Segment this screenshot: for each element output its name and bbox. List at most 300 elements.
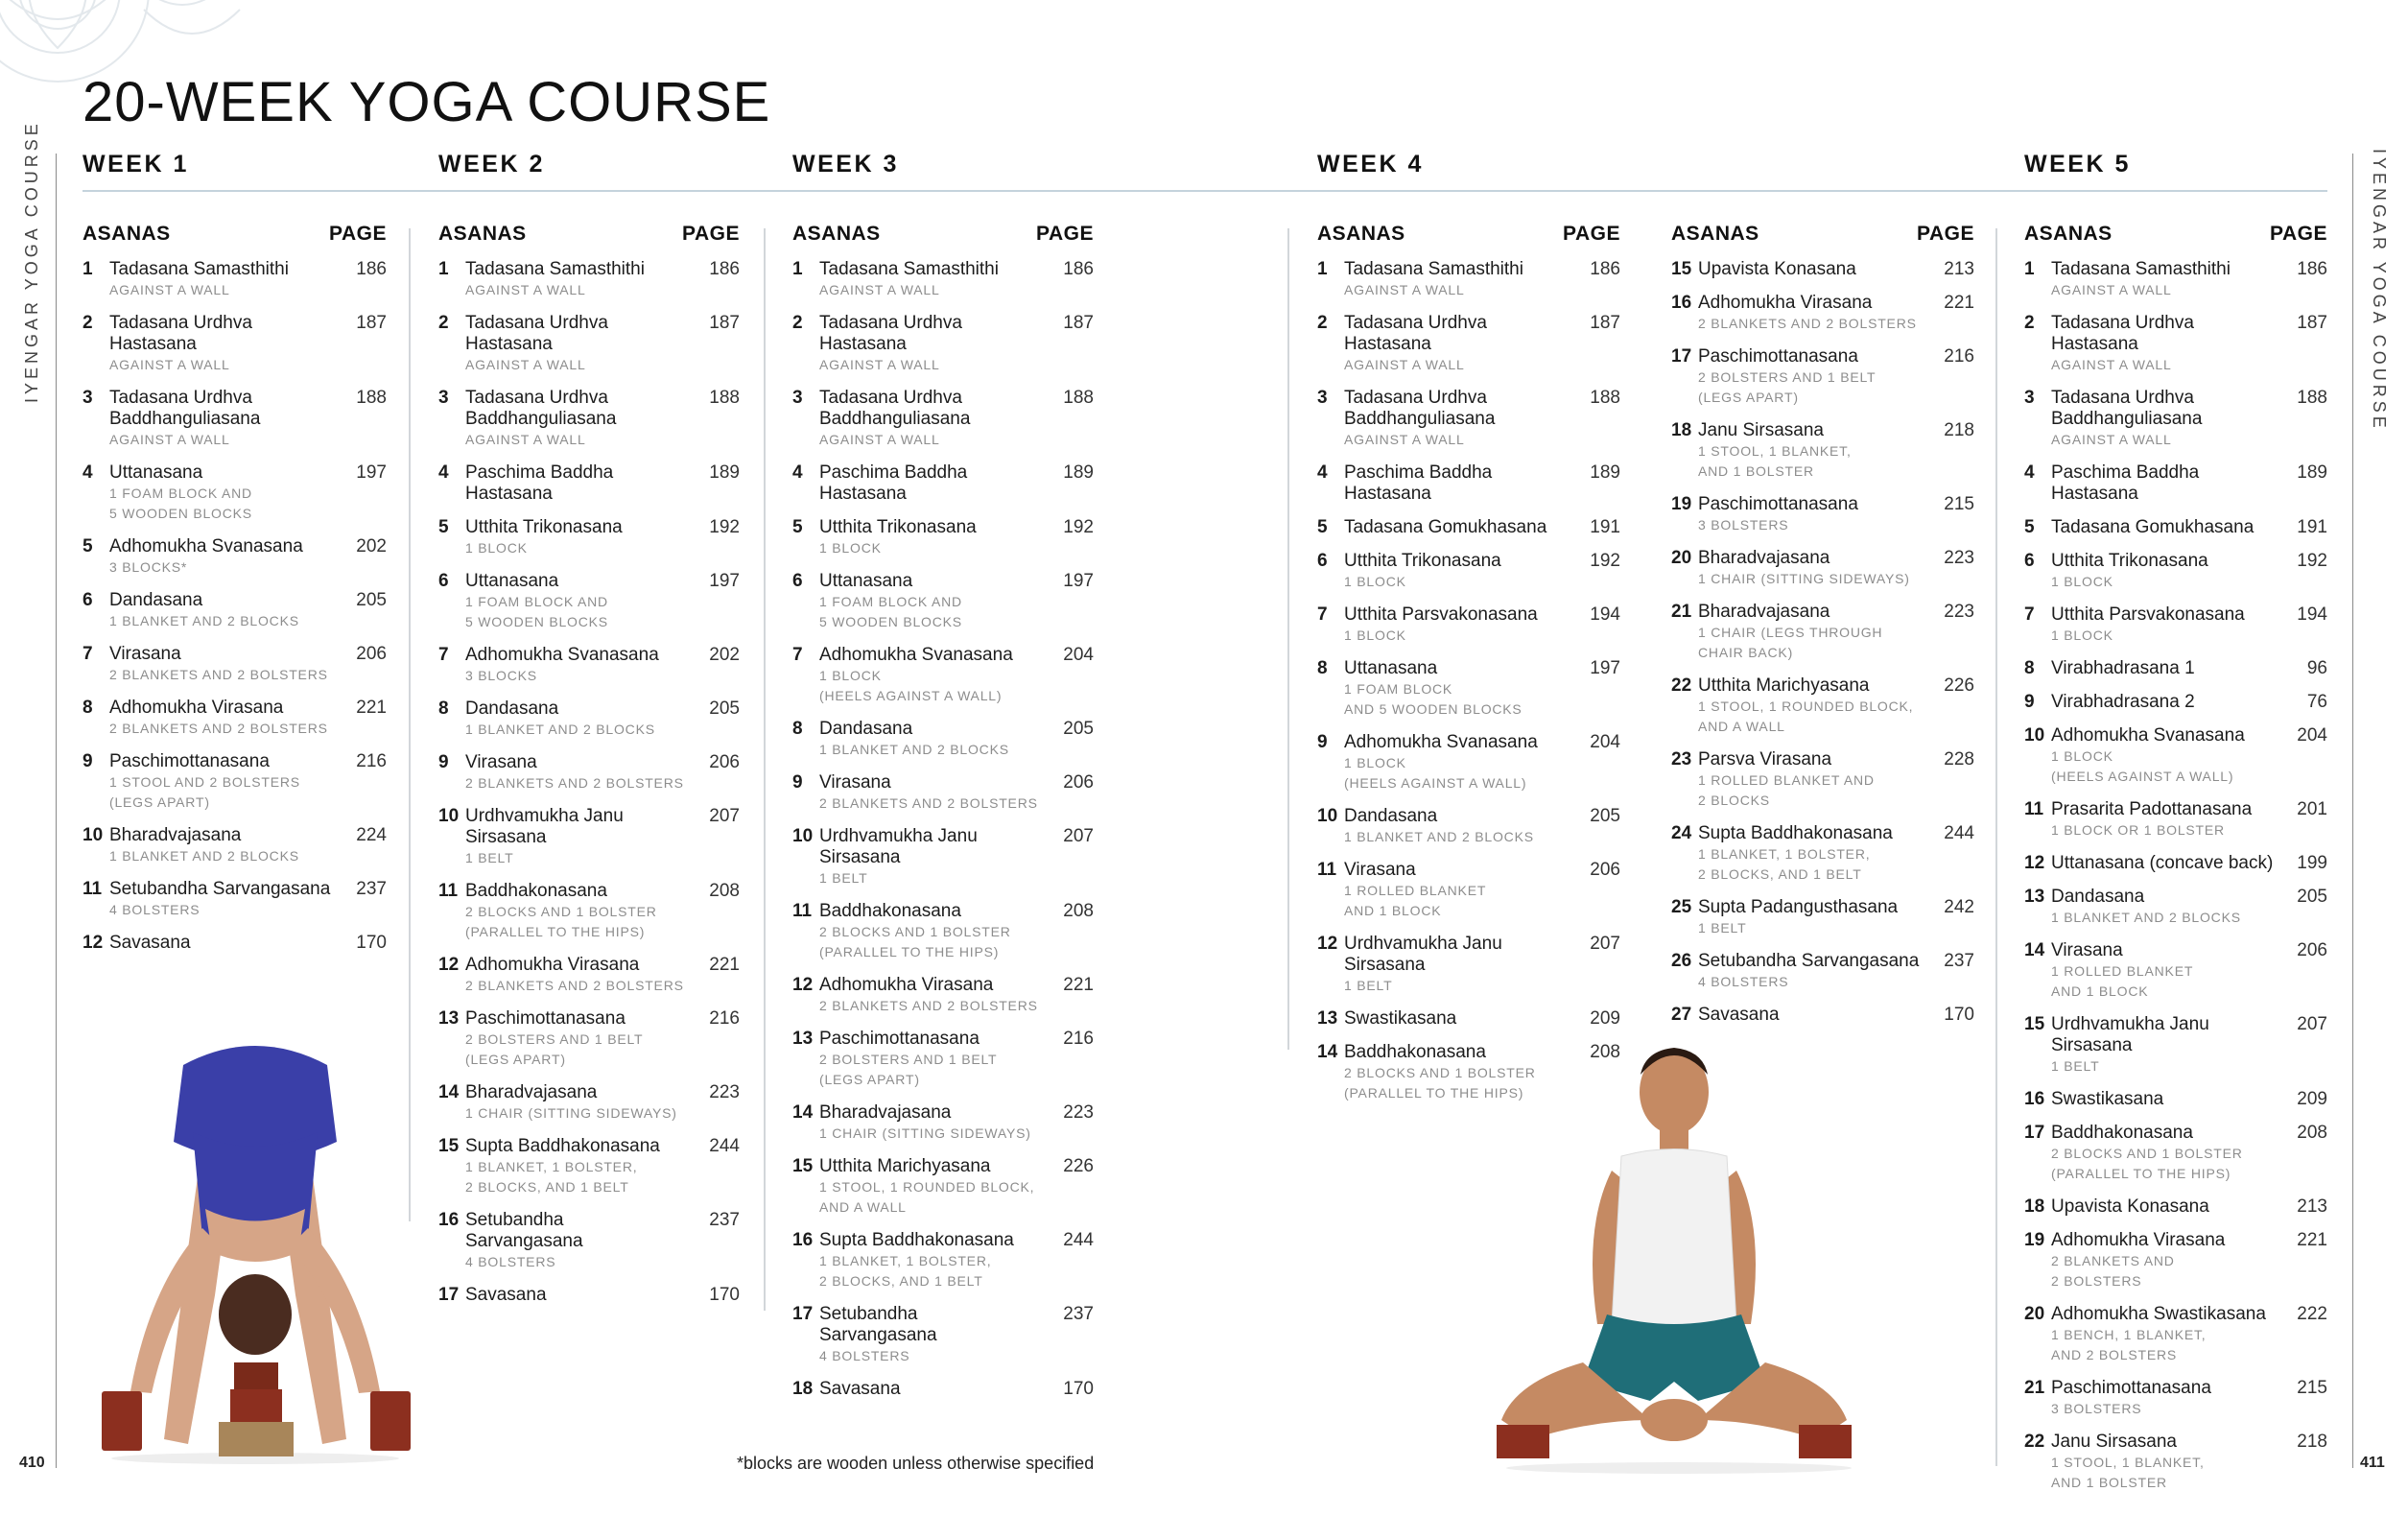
asana-name: Savasana [109, 933, 191, 953]
asana-row [1671, 420, 1974, 482]
asanas-heading: ASANAS [438, 223, 527, 245]
asana-row [438, 752, 740, 793]
asana-name: Setubandha Sarvangasana [465, 1210, 583, 1251]
asana-row [438, 259, 740, 300]
asana-row [1317, 604, 1620, 646]
asana-number: 5 [438, 517, 449, 537]
asana-row [2024, 692, 2327, 713]
asana-props-note: 2 BLANKETS AND 2 BOLSTERS [465, 775, 684, 791]
asana-row [1317, 732, 1620, 793]
asana-page: 216 [356, 751, 387, 771]
asana-props-note: AGAINST A WALL [109, 282, 230, 297]
asana-row [438, 1210, 740, 1272]
asana-name: Dandasana [2051, 887, 2145, 907]
asana-name: Baddhakonasana [465, 881, 607, 901]
asana-page: 206 [356, 644, 387, 664]
asana-name: Dandasana [819, 719, 913, 739]
asana-props-note: AGAINST A WALL [465, 432, 586, 447]
column-divider [764, 228, 766, 1311]
asana-page: 213 [1944, 259, 1974, 279]
asana-page: 192 [1590, 551, 1620, 571]
asana-props-note: 2 BLANKETS AND 2 BOLSTERS [819, 795, 1038, 811]
asana-page: 192 [1063, 517, 1094, 537]
asana-props-note: AGAINST A WALL [109, 357, 230, 372]
asana-row [438, 955, 740, 996]
asana-row [2024, 725, 2327, 787]
asana-name: Paschima Baddha Hastasana [465, 462, 614, 504]
asana-number: 19 [1671, 494, 1692, 514]
asana-page: 208 [709, 881, 740, 901]
asana-name: Tadasana Samasthithi [109, 259, 289, 279]
asana-row [792, 1230, 1094, 1291]
asana-name: Tadasana Urdhva Baddhanguliasana [465, 388, 617, 429]
asana-row [438, 517, 740, 558]
asana-row [2024, 940, 2327, 1002]
asana-name: Tadasana Gomukhasana [1344, 517, 1547, 537]
asana-name: Adhomukha Virasana [465, 955, 640, 975]
asana-row [2024, 1196, 2327, 1218]
asana-number: 26 [1671, 951, 1692, 971]
asana-row [2024, 1089, 2327, 1110]
asana-row [1317, 860, 1620, 921]
asana-number: 1 [438, 259, 449, 279]
asana-number: 16 [1671, 293, 1692, 313]
asana-number: 10 [83, 825, 104, 845]
asana-number: 24 [1671, 823, 1692, 843]
asana-name: Paschimottanasana [465, 1008, 626, 1029]
asana-number: 3 [2024, 388, 2035, 408]
asana-name: Uttanasana (concave back) [2051, 853, 2274, 873]
asana-number: 4 [438, 462, 449, 483]
asana-name: Adhomukha Virasana [109, 698, 284, 718]
asana-page: 215 [2297, 1378, 2327, 1398]
asana-name: Virasana [819, 772, 891, 793]
asana-name: Janu Sirsasana [2051, 1432, 2177, 1452]
asana-page: 188 [709, 388, 740, 408]
asana-number: 6 [792, 571, 803, 591]
asana-name: Virasana [2051, 940, 2123, 960]
asana-row [1317, 259, 1620, 300]
side-label-left: IYENGAR YOGA COURSE [22, 120, 41, 403]
asana-number: 9 [1317, 732, 1328, 752]
asana-number: 7 [438, 645, 449, 665]
asana-row [83, 313, 387, 375]
asana-row [438, 1082, 740, 1124]
asana-page: 197 [1590, 658, 1620, 678]
asana-props-note: 2 BLANKETS AND 2 BOLSTERS [2051, 1253, 2175, 1289]
asana-page: 202 [356, 536, 387, 556]
asana-number: 1 [2024, 259, 2035, 279]
asana-page: 197 [1063, 571, 1094, 591]
asana-page: 187 [2297, 313, 2327, 333]
asana-name: Utthita Marichyasana [819, 1156, 991, 1176]
asana-row [792, 1304, 1094, 1366]
asana-name: Adhomukha Svanasana [819, 645, 1013, 665]
asana-number: 16 [2024, 1089, 2045, 1109]
week-5-column [2024, 223, 2327, 1505]
asana-name: Tadasana Urdhva Hastasana [2051, 313, 2194, 354]
column-header [792, 223, 1094, 259]
asana-number: 7 [792, 645, 803, 665]
asana-row [83, 698, 387, 739]
asana-row [2024, 1378, 2327, 1419]
asana-number: 18 [2024, 1196, 2045, 1217]
asana-page: 244 [1063, 1230, 1094, 1250]
asana-row [2024, 1123, 2327, 1184]
asana-number: 6 [2024, 551, 2035, 571]
asana-name: Bharadvajasana [109, 825, 242, 845]
asana-page: 192 [2297, 551, 2327, 571]
asana-name: Swastikasana [2051, 1089, 2164, 1109]
asana-number: 4 [2024, 462, 2035, 483]
asana-page: 207 [1590, 934, 1620, 954]
column-header [1317, 223, 1620, 259]
asana-page: 207 [1063, 826, 1094, 846]
asana-number: 14 [792, 1102, 814, 1123]
column-divider [1995, 228, 1997, 1466]
asana-row [2024, 313, 2327, 375]
asana-page: 228 [1944, 749, 1974, 770]
asana-number: 4 [1317, 462, 1328, 483]
asana-row [2024, 853, 2327, 874]
asana-props-note: 1 STOOL, 1 ROUNDED BLOCK, AND A WALL [1698, 698, 1914, 734]
asana-props-note: AGAINST A WALL [819, 432, 940, 447]
asana-props-note: 1 BLANKET, 1 BOLSTER, 2 BLOCKS, AND 1 BELT [1698, 846, 1871, 882]
asana-page: 216 [1944, 346, 1974, 367]
asana-name: Utthita Trikonasana [1344, 551, 1501, 571]
asana-number: 13 [1317, 1008, 1338, 1029]
asana-page: 189 [2297, 462, 2327, 483]
asana-row [1671, 749, 1974, 811]
asana-number: 4 [83, 462, 93, 483]
asana-row [792, 772, 1094, 814]
asana-row [83, 590, 387, 631]
page-title: 20-WEEK YOGA COURSE [83, 71, 771, 133]
asana-page: 218 [1944, 420, 1974, 440]
asana-number: 12 [2024, 853, 2045, 873]
asana-props-note: 1 BLANKET AND 2 BLOCKS [109, 848, 299, 864]
asana-row [438, 645, 740, 686]
asana-page: 206 [1063, 772, 1094, 793]
asana-number: 22 [1671, 675, 1692, 696]
asana-props-note: 1 ROLLED BLANKET AND 1 BLOCK [2051, 963, 2194, 999]
asana-name: Virasana [1344, 860, 1416, 880]
asana-props-note: 3 BLOCKS* [109, 559, 188, 575]
asana-name: Utthita Trikonasana [819, 517, 977, 537]
asana-row [438, 1136, 740, 1197]
asana-row [1671, 346, 1974, 408]
asana-page: 188 [2297, 388, 2327, 408]
asana-row [2024, 551, 2327, 592]
asana-name: Adhomukha Virasana [819, 975, 994, 995]
page-heading: PAGE [682, 223, 740, 245]
asana-props-note: 1 FOAM BLOCK AND 5 WOODEN BLOCKS [109, 485, 252, 521]
asana-name: Supta Padangusthasana [1698, 897, 1899, 917]
asana-page: 223 [1944, 548, 1974, 568]
asana-page: 205 [1590, 806, 1620, 826]
asana-row [2024, 1014, 2327, 1077]
asana-page: 191 [1590, 517, 1620, 537]
asana-row [438, 462, 740, 505]
asana-props-note: 2 BOLSTERS AND 1 BELT (LEGS APART) [819, 1052, 998, 1087]
asana-props-note: AGAINST A WALL [465, 357, 586, 372]
asana-name: Bharadvajasana [819, 1102, 952, 1123]
asana-number: 5 [2024, 517, 2035, 537]
asana-row [83, 751, 387, 813]
asana-row [1317, 551, 1620, 592]
week-header-rule [83, 190, 2327, 192]
page-number-right: 411 [2360, 1455, 2385, 1471]
asana-number: 13 [438, 1008, 460, 1029]
asana-name: Adhomukha Swastikasana [2051, 1304, 2266, 1324]
asana-name: Paschimottanasana [819, 1029, 980, 1049]
asanas-heading: ASANAS [1671, 223, 1759, 245]
asana-page: 206 [1590, 860, 1620, 880]
asana-page: 226 [1063, 1156, 1094, 1176]
asana-number: 14 [1317, 1042, 1338, 1062]
asana-number: 15 [438, 1136, 460, 1156]
asana-row [792, 901, 1094, 962]
asana-props-note: 1 BLOCK [465, 540, 528, 556]
asana-number: 23 [1671, 749, 1692, 770]
asana-name: Dandasana [465, 698, 559, 719]
asana-props-note: 2 BLANKETS AND 2 BOLSTERS [819, 998, 1038, 1013]
asana-page: 221 [356, 698, 387, 718]
asana-name: Tadasana Urdhva Hastasana [819, 313, 962, 354]
asana-page: 223 [1063, 1102, 1094, 1123]
asana-row [2024, 604, 2327, 646]
asana-page: 170 [709, 1285, 740, 1305]
asana-number: 2 [792, 313, 803, 333]
asana-props-note: 2 BLANKETS AND 2 BOLSTERS [109, 721, 328, 736]
asana-number: 6 [83, 590, 93, 610]
asana-number: 12 [83, 933, 104, 953]
asana-props-note: AGAINST A WALL [1344, 357, 1465, 372]
asana-props-note: 1 STOOL, 1 BLANKET, AND 1 BOLSTER [2051, 1455, 2205, 1490]
asana-row [438, 1285, 740, 1306]
asana-number: 27 [1671, 1005, 1692, 1025]
asana-number: 17 [2024, 1123, 2045, 1143]
asana-number: 8 [83, 698, 93, 718]
asana-name: Paschimottanasana [109, 751, 270, 771]
asana-props-note: 2 BLANKETS AND 2 BOLSTERS [465, 978, 684, 993]
asana-name: Tadasana Samasthithi [1344, 259, 1523, 279]
asana-number: 9 [438, 752, 449, 772]
asana-number: 15 [2024, 1014, 2045, 1034]
asanas-heading: ASANAS [2024, 223, 2113, 245]
asana-props-note: 3 BLOCKS [465, 668, 537, 683]
asana-row [1317, 313, 1620, 375]
asana-name: Uttanasana [465, 571, 559, 591]
asana-row [1671, 675, 1974, 737]
asana-name: Setubandha Sarvangasana [819, 1304, 937, 1345]
asana-page: 216 [709, 1008, 740, 1029]
asana-props-note: 2 BOLSTERS AND 1 BELT (LEGS APART) [1698, 369, 1877, 405]
asana-row [438, 1008, 740, 1070]
side-label-right: IYENGAR YOGA COURSE [2370, 149, 2389, 432]
asana-page: 189 [1590, 462, 1620, 483]
asana-row [792, 1029, 1094, 1090]
page-heading: PAGE [1917, 223, 1974, 245]
asana-props-note: 1 BLANKET AND 2 BLOCKS [109, 613, 299, 628]
asana-row [83, 825, 387, 866]
asana-row [1317, 462, 1620, 505]
week-4-heading: WEEK 4 [1317, 151, 1424, 178]
asana-page: 204 [1590, 732, 1620, 752]
asana-page: 221 [1944, 293, 1974, 313]
asana-props-note: 2 BOLSTERS AND 1 BELT (LEGS APART) [465, 1031, 644, 1067]
asana-row [792, 388, 1094, 450]
asana-name: Uttanasana [1344, 658, 1438, 678]
asana-props-note: 1 CHAIR (SITTING SIDEWAYS) [819, 1125, 1031, 1141]
asana-row [2024, 1432, 2327, 1493]
asana-number: 10 [1317, 806, 1338, 826]
asana-name: Paschima Baddha Hastasana [819, 462, 968, 504]
asana-page: 237 [1944, 951, 1974, 971]
asanas-heading: ASANAS [1317, 223, 1405, 245]
asana-name: Tadasana Samasthithi [465, 259, 645, 279]
asana-props-note: 1 BLANKET, 1 BOLSTER, 2 BLOCKS, AND 1 BELT [819, 1253, 992, 1289]
asana-props-note: 3 BOLSTERS [1698, 517, 1789, 533]
asana-number: 11 [1317, 860, 1337, 880]
asana-page: 96 [2306, 658, 2327, 678]
asana-props-note: 2 BLOCKS AND 1 BOLSTER (PARALLEL TO THE HIPS) [1344, 1065, 1536, 1101]
asana-props-note: 1 BELT [1344, 978, 1393, 993]
asana-number: 21 [1671, 602, 1692, 622]
asana-number: 8 [2024, 658, 2035, 678]
baddhakonasana-photo [1477, 1036, 1880, 1478]
asana-number: 12 [792, 975, 814, 995]
asana-row [1671, 823, 1974, 885]
asana-page: 187 [1590, 313, 1620, 333]
asana-number: 3 [438, 388, 449, 408]
asana-name: Savasana [465, 1285, 547, 1305]
asana-page: 170 [1063, 1379, 1094, 1399]
asana-page: 188 [1063, 388, 1094, 408]
asana-page: 189 [709, 462, 740, 483]
asana-number: 20 [1671, 548, 1692, 568]
asana-props-note: 1 STOOL, 1 ROUNDED BLOCK, AND A WALL [819, 1179, 1035, 1215]
asana-props-note: 4 BOLSTERS [1698, 974, 1789, 989]
asana-number: 7 [83, 644, 93, 664]
asana-number: 17 [438, 1285, 460, 1305]
asana-page: 223 [709, 1082, 740, 1102]
asana-name: Tadasana Urdhva Baddhanguliasana [2051, 388, 2203, 429]
asana-row [1317, 388, 1620, 450]
asana-number: 22 [2024, 1432, 2045, 1452]
asana-name: Tadasana Urdhva Baddhanguliasana [1344, 388, 1496, 429]
asana-props-note: 1 ROLLED BLANKET AND 1 BLOCK [1344, 883, 1487, 918]
asana-number: 2 [83, 313, 93, 333]
asana-row [2024, 517, 2327, 538]
asana-row [83, 259, 387, 300]
asana-page: 194 [1590, 604, 1620, 625]
asana-page: 215 [1944, 494, 1974, 514]
asana-name: Paschima Baddha Hastasana [1344, 462, 1493, 504]
asana-number: 2 [2024, 313, 2035, 333]
asana-props-note: 1 BLANKET AND 2 BLOCKS [819, 742, 1009, 757]
asana-props-note: AGAINST A WALL [465, 282, 586, 297]
week-2-column [438, 223, 740, 1318]
asana-row [1317, 806, 1620, 847]
asana-row [2024, 388, 2327, 450]
asana-number: 11 [83, 879, 103, 899]
asana-page: 207 [2297, 1014, 2327, 1034]
asanas-heading: ASANAS [792, 223, 881, 245]
asana-page: 224 [356, 825, 387, 845]
asana-page: 194 [2297, 604, 2327, 625]
asana-page: 188 [356, 388, 387, 408]
asana-page: 237 [1063, 1304, 1094, 1324]
asana-row [83, 644, 387, 685]
asana-row [1671, 1005, 1974, 1026]
asana-name: Tadasana Urdhva Hastasana [109, 313, 252, 354]
asana-name: Virasana [109, 644, 181, 664]
asana-props-note: 1 BELT [465, 850, 514, 865]
asana-name: Utthita Parsvakonasana [1344, 604, 1538, 625]
asana-page: 186 [2297, 259, 2327, 279]
asana-number: 9 [2024, 692, 2035, 712]
asana-page: 201 [2297, 799, 2327, 819]
asana-props-note: 1 CHAIR (LEGS THROUGH CHAIR BACK) [1698, 625, 1883, 660]
asana-page: 197 [356, 462, 387, 483]
page-heading: PAGE [329, 223, 387, 245]
asana-page: 208 [1063, 901, 1094, 921]
asana-name: Bharadvajasana [1698, 548, 1830, 568]
asana-row [792, 462, 1094, 505]
uttanasana-photo [92, 1036, 418, 1468]
asana-number: 6 [438, 571, 449, 591]
asana-props-note: 1 STOOL AND 2 BOLSTERS (LEGS APART) [109, 774, 300, 810]
asana-props-note: 1 BLOCK [1344, 627, 1406, 643]
asana-page: 187 [709, 313, 740, 333]
asana-page: 237 [709, 1210, 740, 1230]
asana-page: 221 [2297, 1230, 2327, 1250]
week-3-column [792, 223, 1094, 1412]
asana-props-note: 2 BLANKETS AND 2 BOLSTERS [1698, 316, 1917, 331]
asana-row [1671, 259, 1974, 280]
asana-name: Bharadvajasana [1698, 602, 1830, 622]
asana-name: Virabhadrasana 1 [2051, 658, 2195, 678]
asana-props-note: 1 STOOL, 1 BLANKET, AND 1 BOLSTER [1698, 443, 1852, 479]
asana-props-note: AGAINST A WALL [2051, 432, 2172, 447]
asana-row [1317, 658, 1620, 720]
asana-row [2024, 259, 2327, 300]
asana-props-note: 1 BLANKET, 1 BOLSTER, 2 BLOCKS, AND 1 BELT [465, 1159, 638, 1195]
asana-page: 186 [356, 259, 387, 279]
page-number-left: 410 [19, 1455, 45, 1471]
asana-name: Dandasana [1344, 806, 1438, 826]
asana-row [2024, 1230, 2327, 1291]
asana-page: 244 [709, 1136, 740, 1156]
asana-number: 5 [792, 517, 803, 537]
asana-number: 14 [2024, 940, 2045, 960]
asana-number: 5 [1317, 517, 1328, 537]
asana-row [1671, 602, 1974, 663]
asana-page: 206 [709, 752, 740, 772]
asana-props-note: AGAINST A WALL [1344, 282, 1465, 297]
asana-name: Adhomukha Svanasana [465, 645, 659, 665]
asana-number: 11 [438, 881, 459, 901]
asana-name: Bharadvajasana [465, 1082, 598, 1102]
asana-page: 192 [709, 517, 740, 537]
asana-props-note: 3 BOLSTERS [2051, 1401, 2142, 1416]
asana-name: Savasana [1698, 1005, 1780, 1025]
asana-name: Setubandha Sarvangasana [109, 879, 331, 899]
week-1-heading: WEEK 1 [83, 151, 189, 178]
asana-row [1671, 548, 1974, 589]
asana-page: 188 [1590, 388, 1620, 408]
